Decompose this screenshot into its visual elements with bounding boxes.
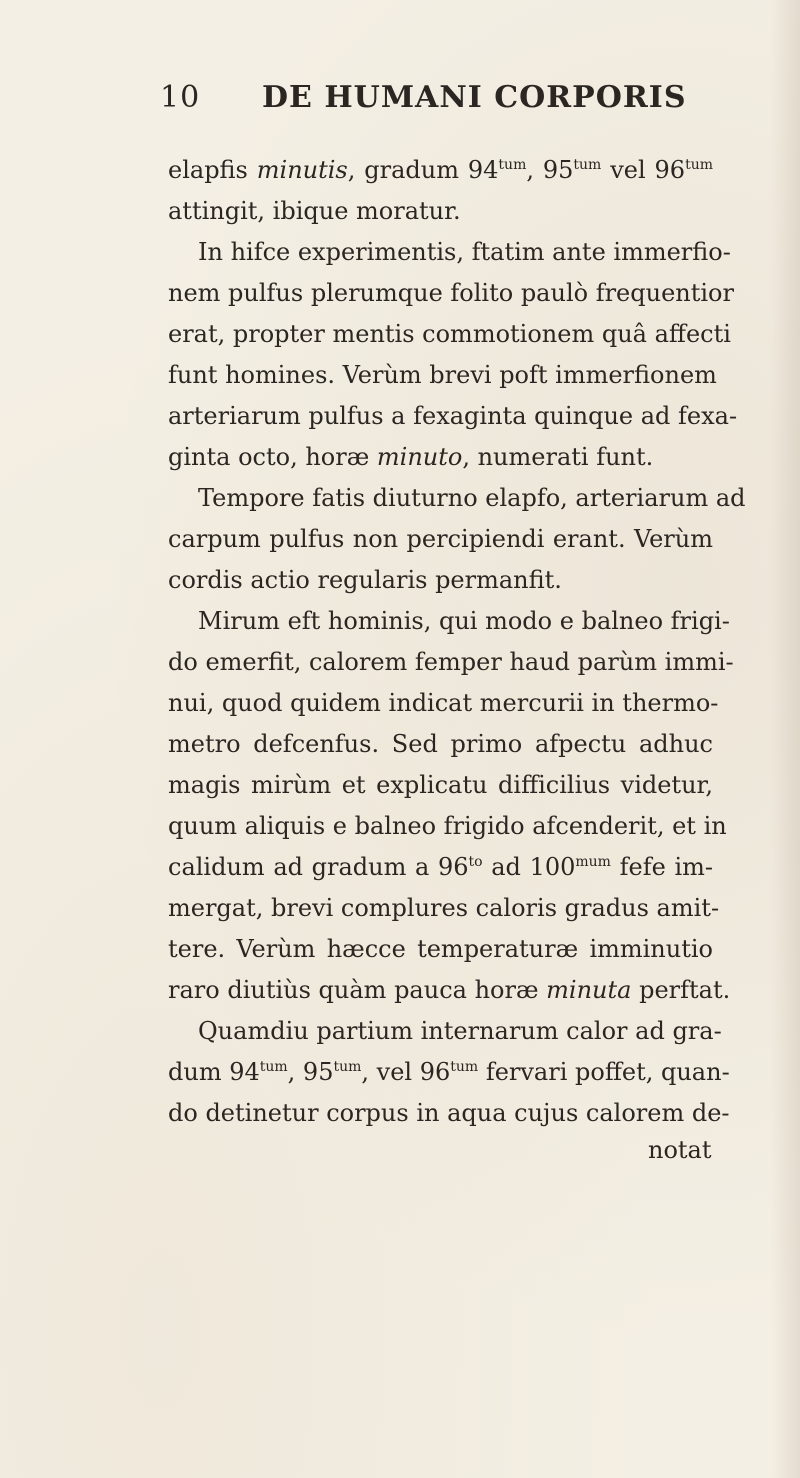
ordinal-superscript: tum — [573, 157, 602, 173]
text-line — [168, 970, 731, 1011]
text-run: metro defcenfus. Sed primo afpectu adhuc — [168, 730, 713, 758]
text-run: fefe im- — [610, 853, 713, 881]
text-line — [168, 1052, 730, 1093]
text-line — [168, 642, 734, 683]
text-line — [168, 232, 731, 273]
text-run: do detinetur corpus in aqua cujus calorem de- — [168, 1099, 730, 1127]
text-line — [168, 888, 720, 929]
text-line — [168, 929, 713, 970]
text-line — [168, 806, 727, 847]
text-line — [168, 765, 713, 806]
text-run: , gradum 94 — [347, 156, 499, 184]
page-edge-shadow — [770, 0, 800, 1478]
ordinal-superscript: tum — [498, 157, 527, 173]
catchword: notat — [648, 1136, 712, 1164]
text-run: Quamdiu partium internarum calor ad gra- — [198, 1017, 722, 1045]
text-run: , 95 — [526, 156, 574, 184]
text-line — [168, 560, 713, 601]
text-run: raro diutiùs quàm pauca horæ — [168, 976, 547, 1004]
text-run: Tempore fatis diuturno elapfo, arteriarum ad — [198, 484, 746, 512]
text-run: funt homines. Verùm brevi poft immerfionem — [168, 361, 717, 389]
text-run: perftat. — [631, 976, 731, 1004]
text-line — [168, 273, 734, 314]
text-run: ad 100 — [482, 853, 576, 881]
text-line — [168, 601, 730, 642]
text-run: nui, quod quidem indicat mercurii in thermo- — [168, 689, 719, 717]
text-run: do emerfit, calorem femper haud parùm immi- — [168, 648, 734, 676]
text-line — [168, 150, 713, 191]
text-run: tere. Verùm hæcce temperaturæ imminutio — [168, 935, 713, 963]
page-number: 10 — [160, 80, 201, 115]
text-run: In hifce experimentis, ftatim ante immerfio- — [198, 238, 731, 266]
italic-word: minuto — [376, 443, 463, 471]
text-line — [168, 314, 731, 355]
page-header — [160, 80, 687, 130]
text-run: dum 94 — [168, 1058, 260, 1086]
text-run: calidum ad gradum a 96 — [168, 853, 469, 881]
italic-word: minuta — [546, 976, 632, 1004]
text-run: attingit, ibique moratur. — [168, 197, 461, 225]
text-line — [168, 396, 738, 437]
text-run: quum aliquis e balneo frigido afcenderit, et in — [168, 812, 727, 840]
text-run: arteriarum pulfus a fexaginta quinque ad fexa- — [168, 402, 738, 430]
text-line — [168, 478, 746, 519]
text-line — [168, 847, 713, 888]
text-line — [168, 724, 713, 765]
ordinal-superscript: tum — [685, 157, 713, 173]
text-line — [168, 1011, 722, 1052]
text-run: mergat, brevi complures caloris gradus amit- — [168, 894, 720, 922]
text-run: erat, propter mentis commotionem quâ affecti — [168, 320, 731, 348]
text-run: , 95 — [287, 1058, 334, 1086]
text-run: Mirum eft hominis, qui modo e balneo frigi- — [198, 607, 730, 635]
ordinal-superscript: tum — [450, 1059, 479, 1075]
text-run: magis mirùm et explicatu difficilius videtur, — [168, 771, 713, 799]
ordinal-superscript: tum — [333, 1059, 362, 1075]
running-head: DE HUMANI CORPORIS — [262, 80, 687, 115]
text-line — [168, 191, 713, 232]
ordinal-superscript: mum — [575, 854, 611, 870]
text-run: ginta octo, horæ — [168, 443, 377, 471]
text-run: , numerati funt. — [462, 443, 654, 471]
text-line — [168, 1093, 730, 1134]
text-line — [168, 355, 717, 396]
ordinal-superscript: tum — [259, 1059, 288, 1075]
ordinal-superscript: to — [468, 854, 483, 870]
text-line — [168, 437, 713, 478]
text-run: elapfis — [168, 156, 257, 184]
text-line — [168, 683, 719, 724]
text-run: cordis actio regularis permanfit. — [168, 566, 562, 594]
italic-word: minutis — [256, 156, 348, 184]
text-run: , vel 96 — [361, 1058, 451, 1086]
text-run: vel 96 — [601, 156, 686, 184]
text-run: fervari poffet, quan- — [478, 1058, 730, 1086]
text-run: carpum pulfus non percipiendi erant. Verùm — [168, 525, 713, 553]
body-text — [168, 150, 746, 1134]
text-run: nem pulfus plerumque folito paulò frequentior — [168, 279, 734, 307]
text-line — [168, 519, 713, 560]
